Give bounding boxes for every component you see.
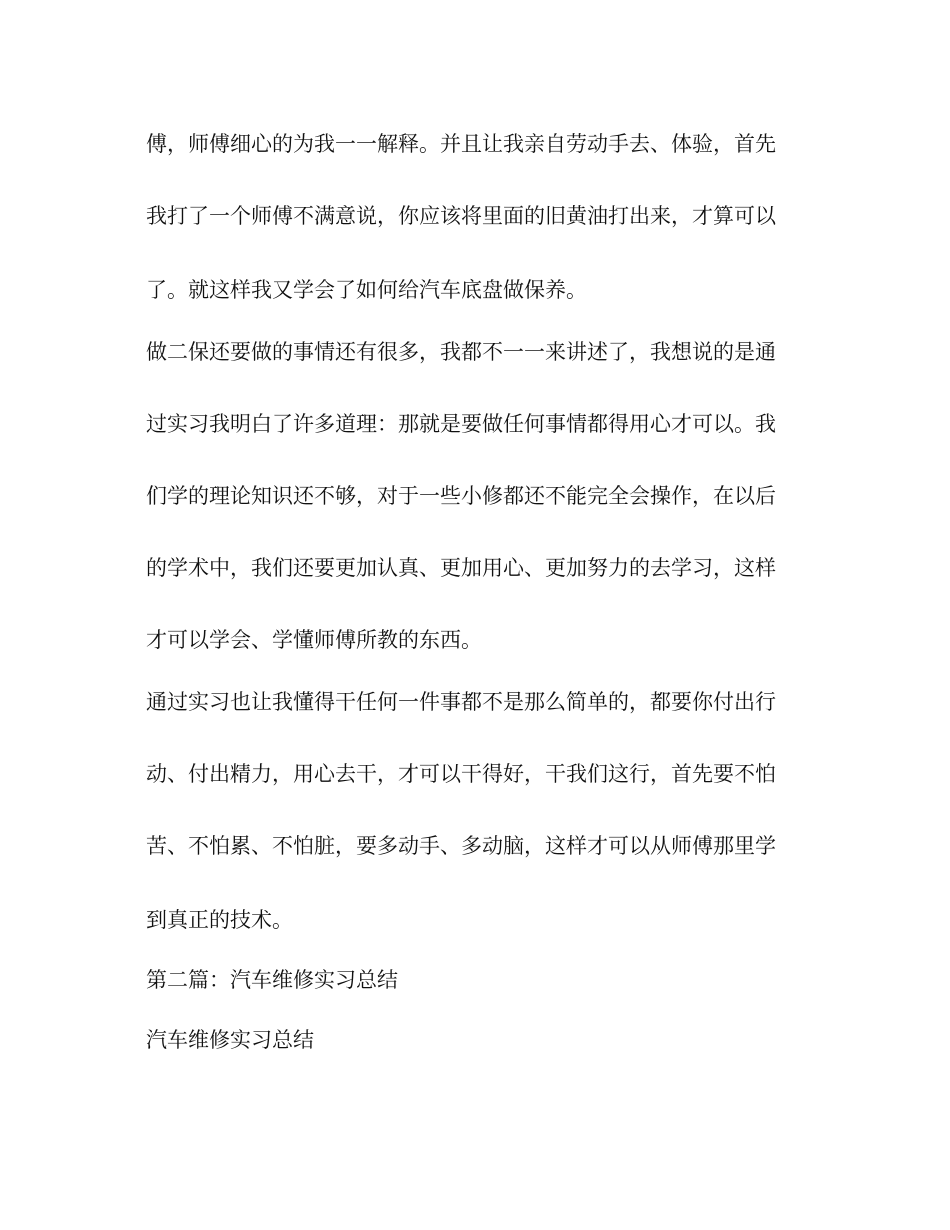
section-title: 汽车维修实习总结: [146, 1028, 314, 1052]
paragraph-2-line-5: 才可以学会、学懂师傅所教的东西。: [146, 628, 482, 652]
paragraph-1-line-1: 傅，师傅细心的为我一一解释。并且让我亲自劳动手去、体验，首先: [146, 132, 776, 156]
paragraph-3-line-1: 通过实习也让我懂得干任何一件事都不是那么简单的，都要你付出行: [146, 690, 776, 714]
paragraph-3-line-4: 到真正的技术。: [146, 908, 293, 932]
paragraph-2-line-2: 过实习我明白了许多道理：那就是要做任何事情都得用心才可以。我: [146, 412, 776, 436]
paragraph-2-line-4: 的学术中，我们还要更加认真、更加用心、更加努力的去学习，这样: [146, 556, 776, 580]
paragraph-3-line-2: 动、付出精力，用心去干，才可以干得好，干我们这行，首先要不怕: [146, 762, 776, 786]
section-heading: 第二篇：汽车维修实习总结: [146, 968, 398, 992]
paragraph-2-line-1: 做二保还要做的事情还有很多，我都不一一来讲述了，我想说的是通: [146, 340, 776, 364]
paragraph-3-line-3: 苦、不怕累、不怕脏，要多动手、多动脑，这样才可以从师傅那里学: [146, 834, 776, 858]
paragraph-1-line-2: 我打了一个师傅不满意说，你应该将里面的旧黄油打出来，才算可以: [146, 204, 776, 228]
paragraph-2-line-3: 们学的理论知识还不够，对于一些小修都还不能完全会操作，在以后: [146, 484, 776, 508]
paragraph-1-line-3: 了。就这样我又学会了如何给汽车底盘做保养。: [146, 278, 587, 302]
